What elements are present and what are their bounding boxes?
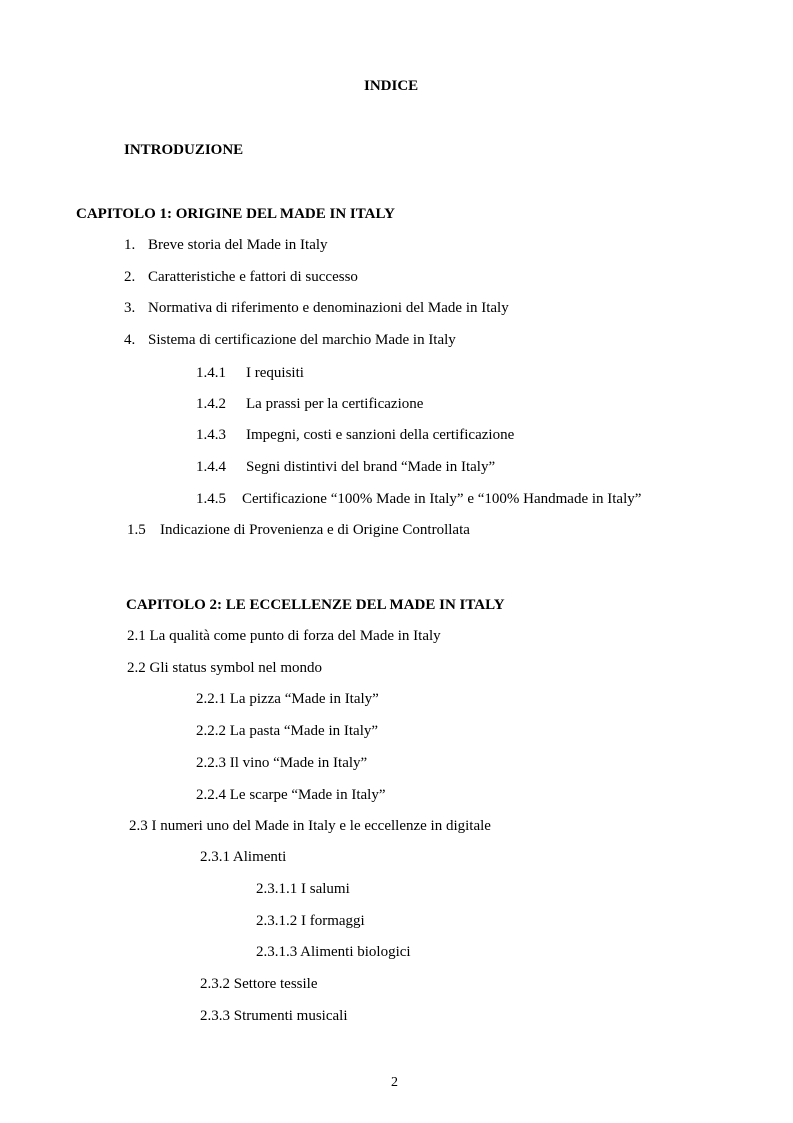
- entry-number: 1.5: [127, 522, 146, 538]
- entry-number: 1.4.2: [196, 396, 226, 412]
- entry-number: 1.4.4: [196, 459, 226, 475]
- toc-entry: [124, 299, 509, 317]
- entry-text: Impegni, costi e sanzioni della certificazione: [246, 427, 515, 443]
- entry-text: Indicazione di Provenienza e di Origine Controllata: [160, 522, 470, 538]
- entry-text: Certificazione “100% Made in Italy” e “100% Handmade in Italy”: [242, 491, 642, 507]
- toc-subentry: [196, 490, 641, 508]
- toc-subentry: [196, 426, 514, 444]
- entry-number: 2.: [124, 269, 136, 285]
- entry-text: Segni distintivi del brand “Made in Italy”: [246, 459, 496, 475]
- chapter1-heading: CAPITOLO 1: ORIGINE DEL MADE IN ITALY: [76, 206, 395, 222]
- toc-subentry: [196, 395, 423, 413]
- entry-text: Breve storia del Made in Italy: [148, 237, 328, 253]
- toc-subentry: [196, 458, 495, 476]
- entry-text: Sistema di certificazione del marchio Made in Italy: [148, 332, 456, 348]
- toc-entry: 2.1 La qualità come punto di forza del Made in Italy: [127, 628, 441, 644]
- toc-subentry: 2.3.2 Settore tessile: [200, 976, 318, 992]
- entry-number: 4.: [124, 332, 136, 348]
- toc-subentry: 2.2.1 La pizza “Made in Italy”: [196, 691, 379, 707]
- intro-heading: INTRODUZIONE: [124, 142, 244, 158]
- entry-number: 1.4.5: [196, 491, 226, 507]
- entry-number: 3.: [124, 300, 136, 316]
- chapter2-heading: CAPITOLO 2: LE ECCELLENZE DEL MADE IN ITALY: [126, 597, 505, 613]
- entry-text: Caratteristiche e fattori di successo: [148, 269, 358, 285]
- toc-entry: [127, 521, 470, 539]
- entry-text: La prassi per la certificazione: [246, 396, 424, 412]
- toc-subentry: 2.3.3 Strumenti musicali: [200, 1008, 348, 1024]
- entry-text: Normativa di riferimento e denominazioni del Made in Italy: [148, 300, 509, 316]
- entry-number: 1.4.1: [196, 365, 226, 381]
- toc-subsubentry: 2.3.1.1 I salumi: [256, 881, 350, 897]
- page-number: 2: [391, 1075, 398, 1090]
- toc-subentry: 2.2.2 La pasta “Made in Italy”: [196, 723, 379, 739]
- toc-entry: [124, 268, 358, 286]
- toc-subsubentry: 2.3.1.3 Alimenti biologici: [256, 944, 411, 960]
- entry-number: 1.4.3: [196, 427, 226, 443]
- toc-subentry: [196, 364, 304, 382]
- entry-number: 1.: [124, 237, 136, 253]
- toc-entry: [124, 331, 456, 349]
- toc-entry: 2.3 I numeri uno del Made in Italy e le eccellenze in digitale: [129, 818, 491, 834]
- toc-entry: [124, 236, 328, 254]
- toc-subsubentry: 2.3.1.2 I formaggi: [256, 913, 365, 929]
- toc-subentry: 2.3.1 Alimenti: [200, 849, 287, 865]
- toc-title: INDICE: [364, 78, 419, 94]
- toc-entry: 2.2 Gli status symbol nel mondo: [127, 660, 322, 676]
- entry-text: I requisiti: [246, 365, 304, 381]
- toc-subentry: 2.2.3 Il vino “Made in Italy”: [196, 755, 368, 771]
- toc-subentry: 2.2.4 Le scarpe “Made in Italy”: [196, 787, 386, 803]
